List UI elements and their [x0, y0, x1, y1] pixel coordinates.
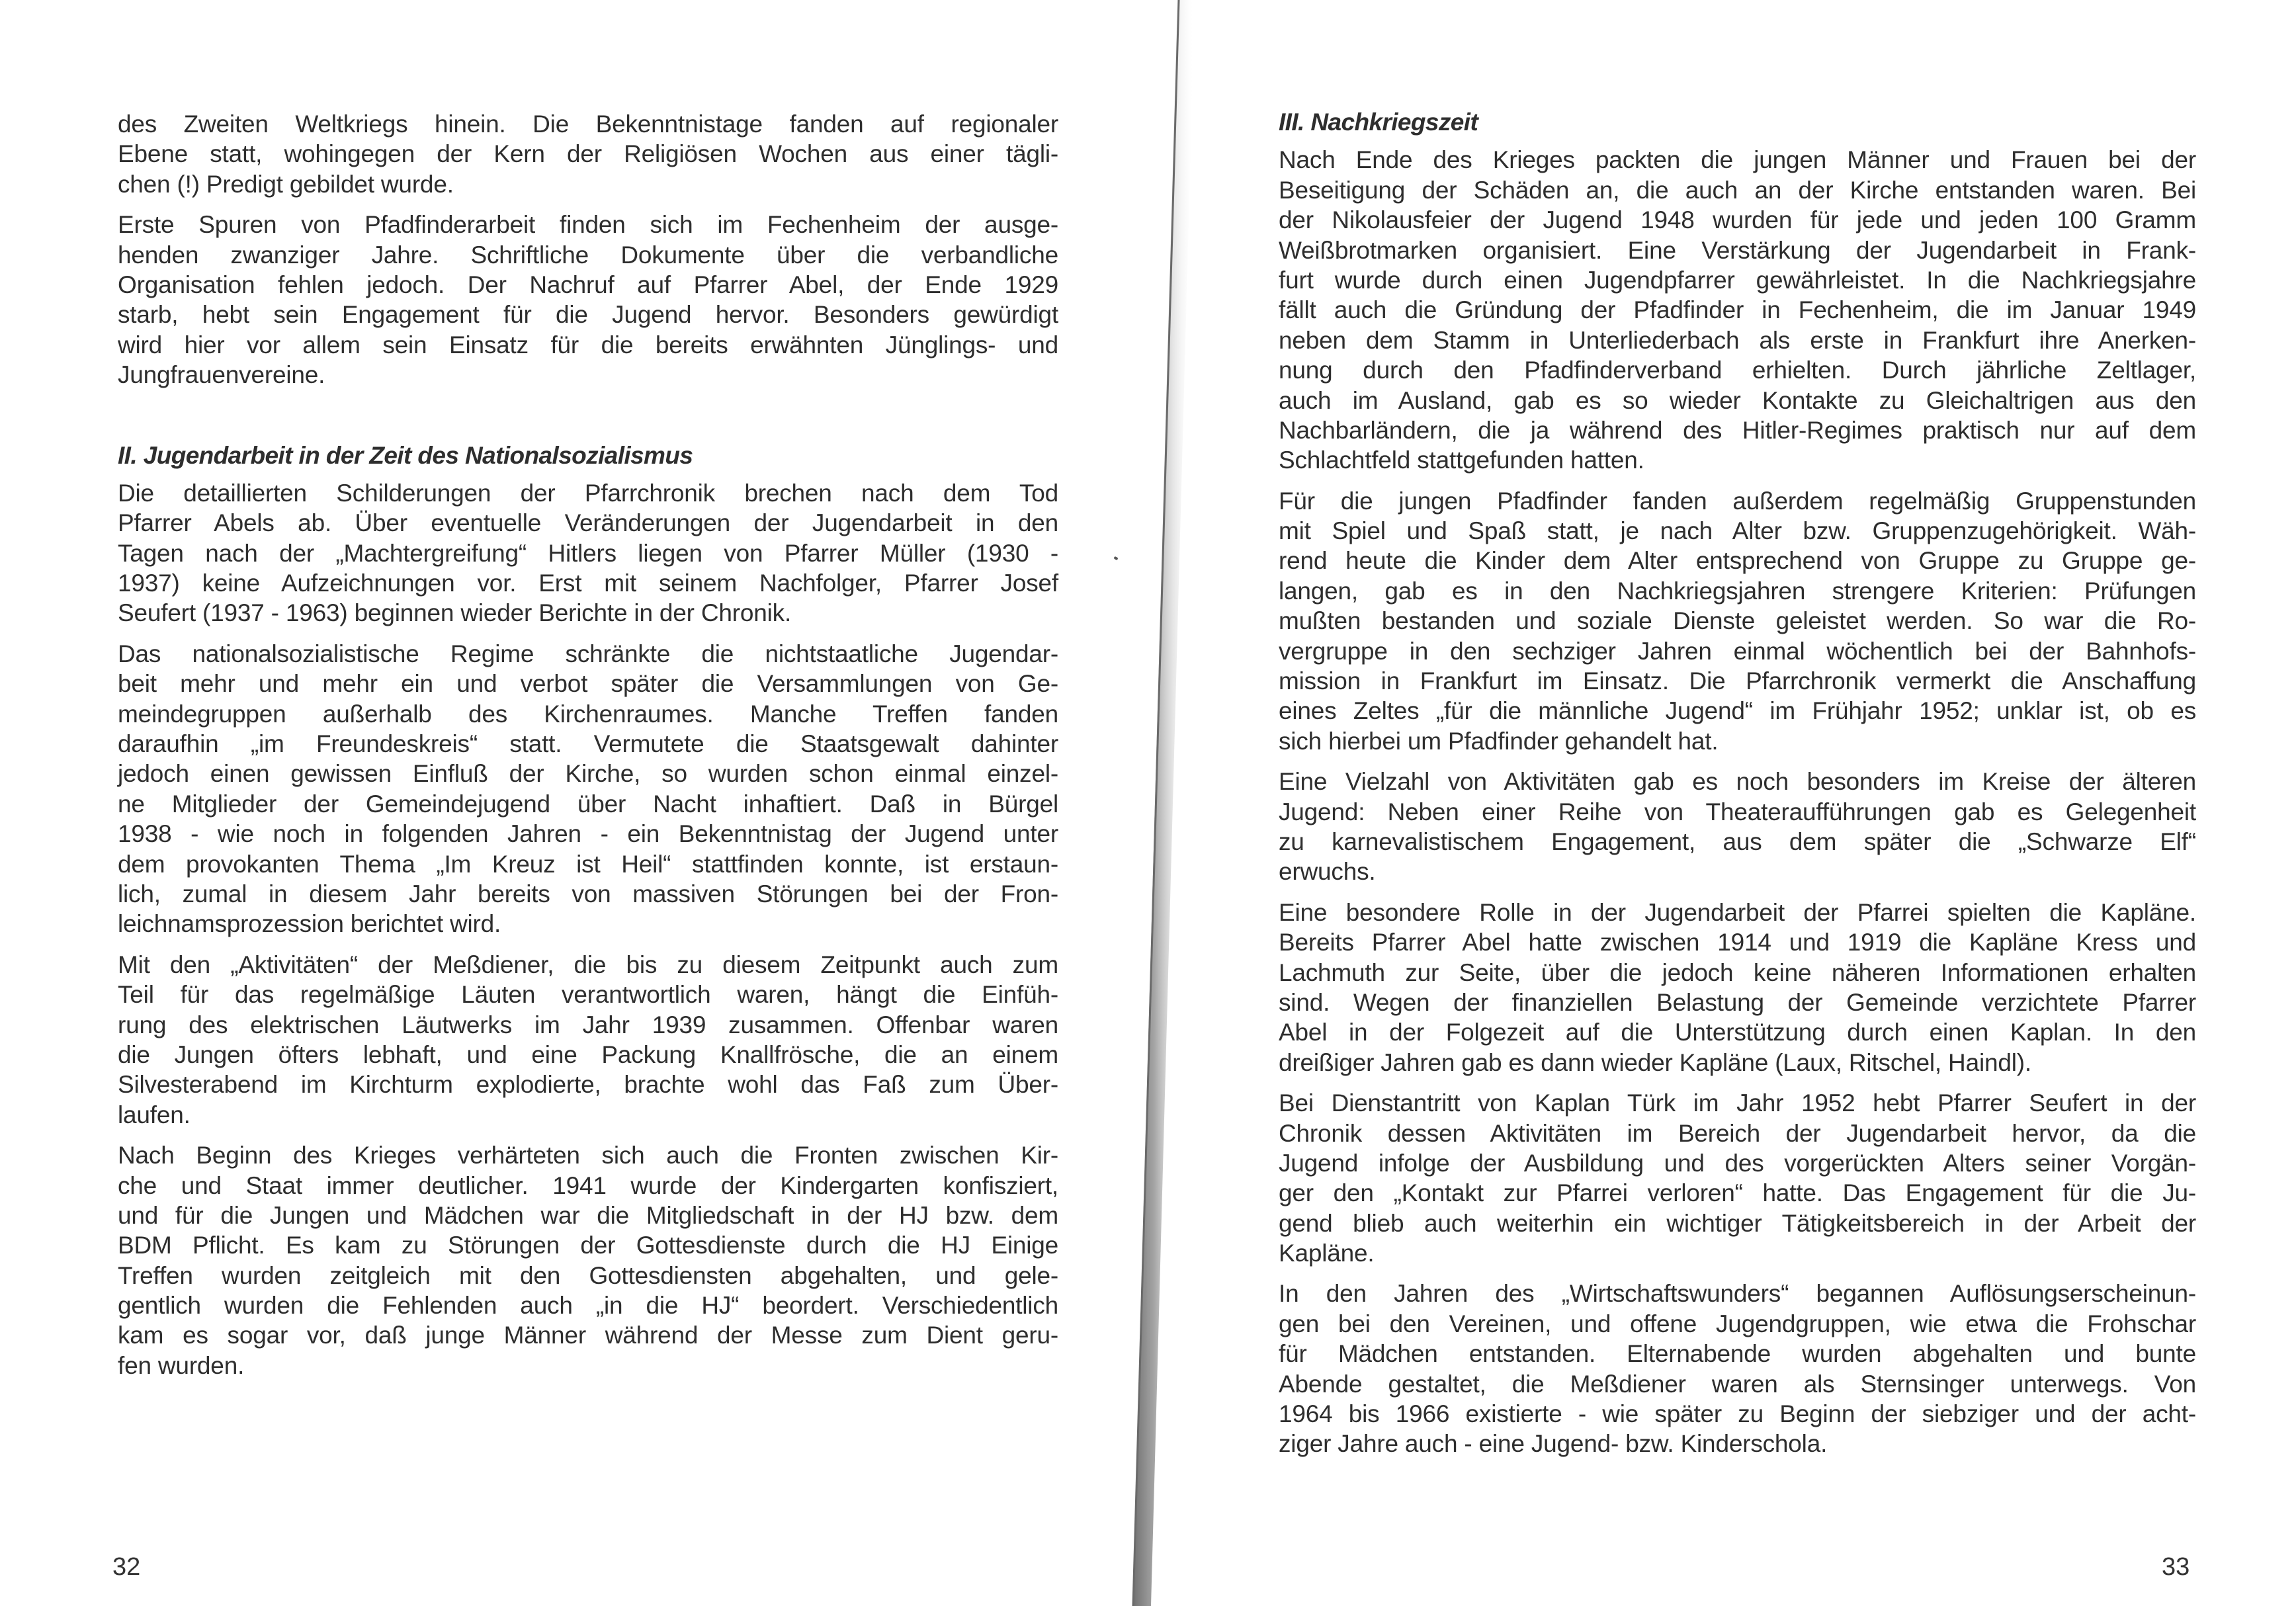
paragraph [118, 639, 1058, 939]
section-heading: III. Nachkriegszeit [1279, 108, 1478, 136]
text-line: langen, gab es in den Nachkriegsjahren strengere Kriterien: Prüfungen [1279, 577, 2196, 605]
text-line: fen wurden. [118, 1351, 245, 1379]
text-line: Eine besondere Rolle in der Jugendarbeit der Pfarrei spielten die Kapläne. [1279, 898, 2196, 926]
text-line: ne Mitglieder der Gemeindejugend über Nacht inhaftiert. Daß in Bürgel [118, 790, 1058, 818]
text-line: Nach Ende des Krieges packten die jungen Männer und Frauen bei der [1279, 146, 2196, 174]
text-line: fällt auch die Gründung der Pfadfinder in Fechenheim, die im Januar 1949 [1279, 296, 2196, 324]
text-line: Nach Beginn des Krieges verhärteten sich auch die Fronten zwischen Kir- [118, 1142, 1058, 1169]
text-line: daraufhin „im Freundeskreis“ statt. Vermutete die Staatsgewalt dahinter [118, 730, 1058, 758]
text-line: ziger Jahre auch - eine Jugend- bzw. Kinderschola. [1279, 1430, 1828, 1458]
text-line: Erste Spuren von Pfadfinderarbeit finden sich im Fechenheim der ausge- [118, 211, 1058, 239]
text-line: Abel in der Folgezeit auf die Unterstützung durch einen Kaplan. In den [1279, 1019, 2196, 1046]
text-line: die Jungen öfters lebhaft, und eine Packung Knallfrösche, die an einem [118, 1040, 1058, 1068]
text-line: henden zwanziger Jahre. Schriftliche Dokumente über die verbandliche [118, 241, 1058, 269]
text-line: sind. Wegen der finanziellen Belastung der Gemeinde verzichtete Pfarrer [1279, 988, 2196, 1016]
text-line: kam es sogar vor, daß junge Männer während der Messe zum Dient geru- [118, 1322, 1058, 1349]
text-line: Bei Dienstantritt von Kaplan Türk im Jahr 1952 hebt Pfarrer Seufert in der [1279, 1089, 2196, 1117]
text-line: Silvesterabend im Kirchturm explodierte, brachte wohl das Faß zum Über- [118, 1071, 1058, 1099]
text-line: mit Spiel und Spaß statt, je nach Alter bzw. Gruppenzugehörigkeit. Wäh- [1279, 517, 2196, 545]
text-line: der Nikolausfeier der Jugend 1948 wurden für jede und jeden 100 Gramm [1279, 206, 2196, 234]
text-line: Pfarrer Abels ab. Über eventuelle Veränderungen der Jugendarbeit in den [118, 509, 1058, 537]
text-line: und für die Jungen und Mädchen war die Mitgliedschaft in der HJ bzw. dem [118, 1201, 1058, 1229]
text-line: auch im Ausland, gab es so wieder Kontakte zu Gleichaltrigen aus den [1279, 386, 2196, 414]
text-line: mission in Frankfurt im Einsatz. Die Pfarrchronik vermerkt die Anschaffung [1279, 667, 2196, 695]
text-line: Seufert (1937 - 1963) beginnen wieder Berichte in der Chronik. [118, 599, 792, 627]
paragraph [118, 478, 1058, 628]
text-line: nung durch den Pfadfinderverband erhielten. Durch jährliche Zeltlager, [1279, 357, 2196, 384]
text-line: Die detaillierten Schilderungen der Pfarrchronik brechen nach dem Tod [118, 479, 1058, 507]
text-line: Jugend: Neben einer Reihe von Theateraufführungen gab es Gelegenheit [1279, 798, 2196, 825]
text-line: 1938 - wie noch in folgenden Jahren - ein Bekenntnistag der Jugend unter [118, 820, 1058, 848]
text-line: Jungfrauenvereine. [118, 361, 325, 389]
text-line: furt wurde durch einen Jugendpfarrer gewährleistet. In die Nachkriegsjahre [1279, 266, 2196, 294]
text-line: beit mehr und mehr ein und verbot später die Versammlungen von Ge- [118, 670, 1058, 698]
paragraph [118, 210, 1058, 390]
paragraph [1279, 1279, 2196, 1458]
paragraph [1279, 486, 2196, 757]
text-line: wird hier vor allem sein Einsatz für die bereits erwähnten Jünglings- und [118, 331, 1058, 359]
text-line: 1937) keine Aufzeichnungen vor. Erst mit seinem Nachfolger, Pfarrer Josef [118, 570, 1058, 597]
text-line: Tagen nach der „Machtergreifung“ Hitlers liegen von Pfarrer Müller (1930 - [118, 539, 1058, 567]
text-line: rend heute die Kinder dem Alter entsprechend von Gruppe zu Gruppe ge- [1279, 547, 2196, 575]
text-line: Kapläne. [1279, 1240, 1375, 1267]
text-line: Bereits Pfarrer Abel hatte zwischen 1914 und 1919 die Kapläne Kress und [1279, 929, 2196, 956]
text-line: Eine Vielzahl von Aktivitäten gab es noch besonders im Kreise der älteren [1279, 768, 2196, 796]
text-line: dem provokanten Thema „Im Kreuz ist Heil“ stattfinden konnte, ist erstaun- [118, 850, 1058, 878]
text-line: erwuchs. [1279, 858, 1376, 886]
text-line: Beseitigung der Schäden an, die auch an der Kirche entstanden waren. Bei [1279, 176, 2196, 204]
text-line: BDM Pflicht. Es kam zu Störungen der Gottesdienste durch die HJ Einige [118, 1232, 1058, 1259]
text-line: 1964 bis 1966 existierte - wie später zu Beginn der siebziger und der acht- [1279, 1400, 2196, 1428]
text-line: neben dem Stamm in Unterliederbach als erste in Frankfurt ihre Anerken- [1279, 326, 2196, 354]
text-line: chen (!) Predigt gebildet wurde. [118, 170, 454, 198]
text-line: Treffen wurden zeitgleich mit den Gottesdiensten abgehalten, und gele- [118, 1261, 1058, 1289]
section-heading: II. Jugendarbeit in der Zeit des Nationalsozialismus [118, 441, 693, 469]
page-number-right: 33 [2162, 1553, 2190, 1581]
text-line: Nachbarländern, die ja während des Hitler-Regimes praktisch nur auf dem [1279, 416, 2196, 444]
text-line: vergruppe in den sechziger Jahren einmal wöchentlich bei der Bahnhofs- [1279, 637, 2196, 665]
paragraph [1279, 767, 2196, 887]
text-line: sich hierbei um Pfadfinder gehandelt hat. [1279, 727, 1719, 755]
text-line: Für die jungen Pfadfinder fanden außerdem regelmäßig Gruppenstunden [1279, 487, 2196, 515]
text-line: che und Staat immer deutlicher. 1941 wurde der Kindergarten konfisziert, [118, 1171, 1058, 1199]
text-line: starb, hebt sein Engagement für die Jugend hervor. Besonders gewürdigt [118, 301, 1058, 329]
text-line: Das nationalsozialistische Regime schränkte die nichtstaatliche Jugendar- [118, 640, 1058, 667]
paragraph [1279, 898, 2196, 1078]
paragraph [118, 109, 1058, 199]
text-line: In den Jahren des „Wirtschaftswunders“ begannen Auflösungserscheinun- [1279, 1280, 2196, 1308]
text-line: meindegruppen außerhalb des Kirchenraumes. Manche Treffen fanden [118, 700, 1058, 728]
text-line: rung des elektrischen Läutwerks im Jahr 1939 zusammen. Offenbar waren [118, 1011, 1058, 1038]
right-page-text-column [1279, 107, 2196, 1470]
text-line: leichnamsprozession berichtet wird. [118, 910, 501, 938]
text-line: eines Zeltes „für die männliche Jugend“ im Frühjahr 1952; unklar ist, ob es [1279, 697, 2196, 725]
text-line: Ebene statt, wohingegen der Kern der Religiösen Wochen aus einer tägli- [118, 140, 1058, 168]
text-line: mußten bestanden und soziale Dienste geleistet werden. So war die Ro- [1279, 607, 2196, 635]
text-line: Abende gestaltet, die Meßdiener waren als Sternsinger unterwegs. Von [1279, 1370, 2196, 1398]
scan-speck [1113, 556, 1118, 560]
text-line: dreißiger Jahren gab es dann wieder Kapläne (Laux, Ritschel, Haindl). [1279, 1048, 2031, 1076]
text-line: Weißbrotmarken organisiert. Eine Verstärkung der Jugendarbeit in Frank- [1279, 236, 2196, 264]
text-line: Schlachtfeld stattgefunden hatten. [1279, 446, 1644, 474]
paragraph [1279, 1088, 2196, 1268]
text-line: gend blieb auch weiterhin ein wichtiger Tätigkeitsbereich in der Arbeit der [1279, 1209, 2196, 1237]
paragraph [118, 1140, 1058, 1380]
text-line: für Mädchen entstanden. Elternabende wurden abgehalten und bunte [1279, 1340, 2196, 1368]
text-line: zu karnevalistischem Engagement, aus dem später die „Schwarze Elf“ [1279, 828, 2196, 855]
paragraph [118, 950, 1058, 1130]
text-line: ger den „Kontakt zur Pfarrei verloren“ hatte. Das Engagement für die Ju- [1279, 1179, 2196, 1207]
left-page-text-column [118, 109, 1058, 1391]
page-number-left: 32 [112, 1553, 141, 1581]
text-line: gen bei den Vereinen, und offene Jugendgruppen, wie etwa die Frohschar [1279, 1310, 2196, 1337]
text-line: lich, zumal in diesem Jahr bereits von massiven Störungen bei der Fron- [118, 880, 1058, 908]
text-line: Jugend infolge der Ausbildung und des vorgerückten Alters seiner Vorgän- [1279, 1149, 2196, 1177]
text-line: Chronik dessen Aktivitäten im Bereich der Jugendarbeit hervor, da die [1279, 1119, 2196, 1147]
text-line: Lachmuth zur Seite, über die jedoch keine näheren Informationen erhalten [1279, 958, 2196, 986]
text-line: gentlich wurden die Fehlenden auch „in die HJ“ beordert. Verschiedentlich [118, 1292, 1058, 1320]
section-spacer [118, 401, 1058, 441]
text-line: laufen. [118, 1101, 191, 1128]
text-line: des Zweiten Weltkriegs hinein. Die Bekenntnistage fanden auf regionaler [118, 110, 1058, 138]
paragraph [1279, 145, 2196, 475]
text-line: Organisation fehlen jedoch. Der Nachruf auf Pfarrer Abel, der Ende 1929 [118, 271, 1058, 298]
text-line: jedoch einen gewissen Einfluß der Kirche, so wurden schon einmal einzel- [118, 760, 1058, 788]
text-line: Teil für das regelmäßige Läuten verantwortlich waren, hängt die Einfüh- [118, 981, 1058, 1009]
text-line: Mit den „Aktivitäten“ der Meßdiener, die bis zu diesem Zeitpunkt auch zum [118, 951, 1058, 978]
right-page [1184, 0, 2296, 1606]
